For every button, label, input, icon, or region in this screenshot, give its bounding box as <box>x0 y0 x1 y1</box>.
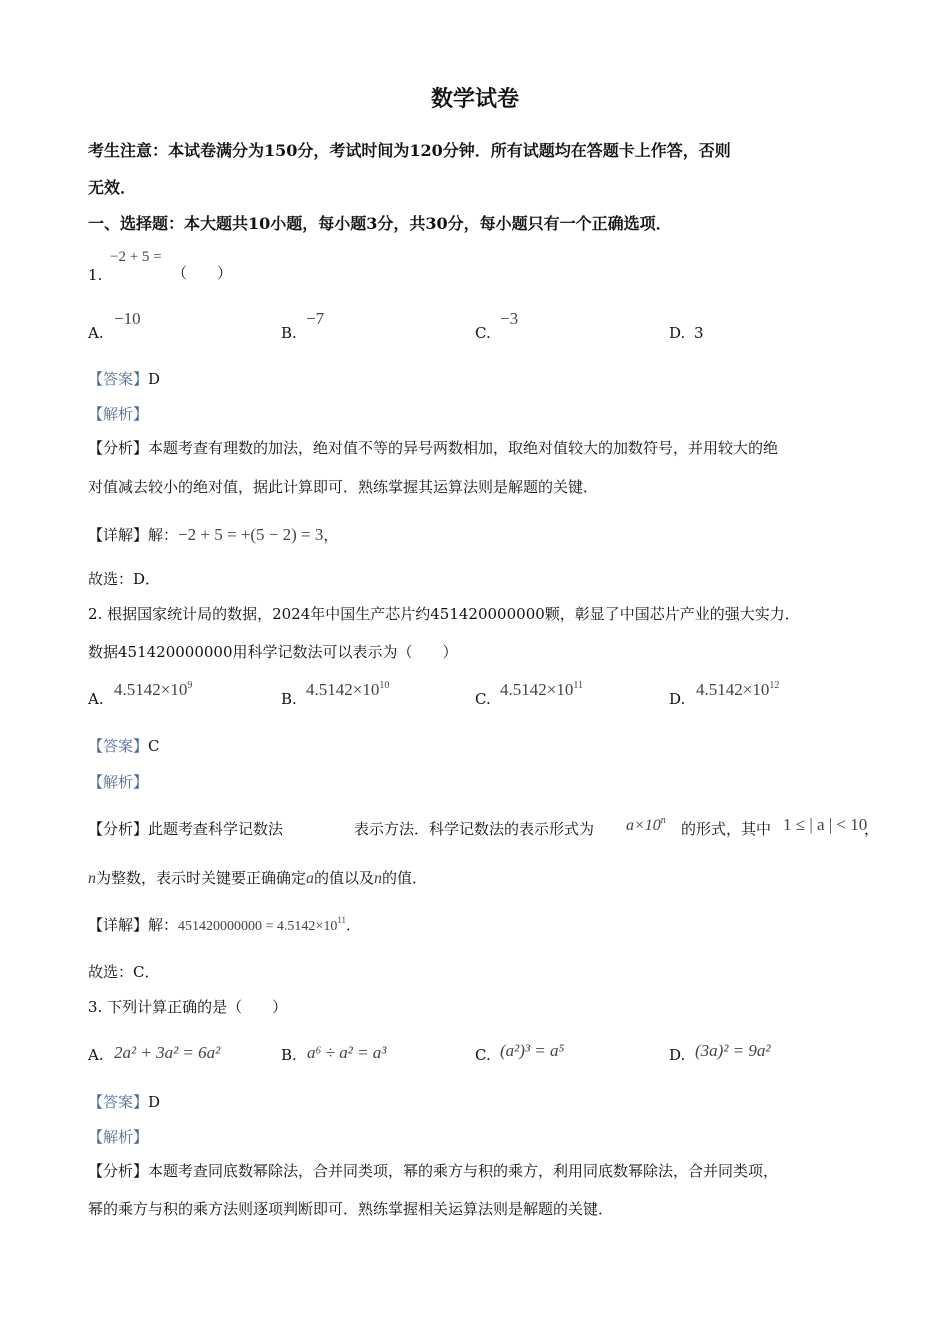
q1-choice <box>88 572 160 587</box>
q2-option-d-letter: D. <box>669 690 686 708</box>
answer-label: 【答案】 <box>88 737 149 755</box>
q2-fenxi-formula-exponent: n <box>660 815 666 826</box>
q3-fenxi-line-2: 幂的乘方与积的乘方法则逐项判断即可．熟练掌握相关运算法则是解题的关键． <box>88 1200 614 1218</box>
q3-option-b-letter: B. <box>281 1046 297 1064</box>
q2-option-c-base: 4.5142×10 <box>500 680 574 699</box>
q1-fenxi-text-1: 本题考查有理数的加法，绝对值不等的异号两数相加，取绝对值较大的加数符号，并用较大的绝 <box>148 439 779 457</box>
q2-var-a: a <box>306 870 315 887</box>
q2-var-n: n <box>88 870 96 887</box>
q2-detail-tail: ． <box>346 916 362 934</box>
q2-fenxi-formula-base: a×10 <box>626 817 661 834</box>
q1-option-d-value: 3 <box>694 324 704 342</box>
q1-paren: （ ） <box>172 264 233 282</box>
q3-answer-value: D <box>148 1093 161 1111</box>
q1-answer-value: D <box>148 370 161 388</box>
q1-choice-value: D． <box>133 570 161 588</box>
q3-option-d-value: (3a)² = 9a² <box>695 1041 771 1060</box>
page-title: 数学试卷 <box>430 86 519 112</box>
q3-fenxi-line-1 <box>88 1164 778 1179</box>
q3-option-c-letter: C. <box>475 1046 491 1064</box>
q2-analysis-label: 【解析】 <box>88 773 149 791</box>
detail-label: 【详解】 <box>88 526 149 544</box>
q3-stem: 3. 下列计算正确的是（ ） <box>88 998 288 1016</box>
q1-option-b-letter: B. <box>281 324 297 342</box>
q2-fenxi-line-2 <box>88 871 427 887</box>
q2-fenxi-text-a: 此题考查科学记数法 <box>148 820 284 838</box>
q2-fenxi-line2-c: 的值． <box>382 869 428 887</box>
q2-fenxi-line-1-start <box>88 822 283 837</box>
q2-option-a-value <box>114 681 192 698</box>
q2-detail-expression: 451420000000 = 4.5142×10 <box>178 919 338 934</box>
q2-fenxi-line2-b: 的值以及 <box>314 869 375 887</box>
q3-option-b-value: a⁶ ÷ a² = a³ <box>307 1043 387 1062</box>
q2-option-b-letter: B. <box>281 690 297 708</box>
q1-number: 1. <box>88 266 103 284</box>
q1-option-c-value: −3 <box>500 309 519 328</box>
q2-option-a-letter: A. <box>88 690 104 708</box>
q3-option-d-letter: D. <box>669 1046 686 1064</box>
q2-stem-line-1: 2. 根据国家统计局的数据，2024年中国生产芯片约451420000000颗，彰显了中国芯片产业的强大实力． <box>88 605 800 623</box>
q1-detail <box>88 526 338 543</box>
q2-option-d-exponent: 12 <box>769 680 780 691</box>
q3-answer <box>88 1095 160 1110</box>
q2-answer <box>88 739 160 754</box>
q3-analysis-label: 【解析】 <box>88 1128 149 1146</box>
answer-label: 【答案】 <box>88 1093 149 1111</box>
q1-detail-expression: −2 + 5 = +(5 − 2) = 3 <box>178 525 324 544</box>
q1-fenxi-line-1 <box>88 441 778 456</box>
q2-fenxi-text-b: 表示方法．科学记数法的表示形式为 <box>354 820 595 838</box>
q1-option-d-letter: D. <box>669 324 686 342</box>
q2-fenxi-line2-a: 为整数，表示时关键要正确确定 <box>96 869 307 887</box>
detail-label: 【详解】 <box>88 916 149 934</box>
q1-detail-tail: ， <box>323 526 339 544</box>
q2-stem-line-2: 数据451420000000用科学记数法可以表示为（ ） <box>88 643 458 661</box>
q2-option-c-letter: C. <box>475 690 491 708</box>
notice-line-2: 无效． <box>88 178 137 197</box>
guxuan-label: 故选： <box>88 570 134 588</box>
q1-option-a-value: −10 <box>114 309 141 328</box>
q2-var-n-2: n <box>374 870 383 887</box>
guxuan-label: 故选： <box>88 963 134 981</box>
q1-option-c-letter: C. <box>475 324 491 342</box>
q2-option-b-value <box>306 681 389 698</box>
q2-fenxi-formula <box>626 815 666 834</box>
q2-detail-exponent: 11 <box>337 915 346 925</box>
q1-fenxi-line-2: 对值减去较小的绝对值，据此计算即可．熟练掌握其运算法则是解题的关键． <box>88 478 599 496</box>
q1-option-a-letter: A. <box>88 324 104 342</box>
q2-fenxi-text-c: 的形式，其中 <box>681 820 772 838</box>
fenxi-label: 【分析】 <box>88 439 149 457</box>
q2-option-c-value <box>500 681 583 698</box>
q2-option-d-base: 4.5142×10 <box>696 680 770 699</box>
q2-answer-value: C <box>148 737 160 755</box>
q2-choice <box>88 965 160 980</box>
q2-fenxi-inequality: 1 ≤ | a | < 10 <box>783 815 868 834</box>
section-heading: 一、选择题：本大题共10小题，每小题3分，共30分，每小题只有一个正确选项． <box>88 214 672 233</box>
q2-option-b-base: 4.5142×10 <box>306 680 380 699</box>
q2-option-c-exponent: 11 <box>573 680 583 691</box>
q1-expression: −2 + 5 = <box>110 249 162 265</box>
q1-analysis-label: 【解析】 <box>88 405 149 423</box>
q3-option-a-value: 2a² + 3a² = 6a² <box>114 1043 221 1062</box>
q2-option-b-exponent: 10 <box>379 680 390 691</box>
q1-answer <box>88 372 160 387</box>
q2-fenxi-text-d: ， <box>864 820 880 838</box>
q2-choice-value: C． <box>133 963 160 981</box>
q3-option-a-letter: A. <box>88 1046 104 1064</box>
q2-option-a-exponent: 9 <box>187 680 193 691</box>
q2-detail <box>88 915 362 934</box>
jie-label: 解： <box>148 526 179 544</box>
q1-option-b-value: −7 <box>306 309 325 328</box>
jie-label: 解： <box>148 916 179 934</box>
fenxi-label: 【分析】 <box>88 1162 149 1180</box>
notice-line-1: 考生注意：本试卷满分为150分，考试时间为120分钟．所有试题均在答题卡上作答，否则 <box>88 141 731 160</box>
q2-option-d-value <box>696 681 779 698</box>
q3-option-c-value: (a²)³ = a⁵ <box>500 1041 565 1060</box>
q3-fenxi-text-1: 本题考查同底数幂除法，合并同类项，幂的乘方与积的乘方，利用同底数幂除法，合并同类项， <box>148 1162 779 1180</box>
fenxi-label: 【分析】 <box>88 820 149 838</box>
q2-option-a-base: 4.5142×10 <box>114 680 188 699</box>
answer-label: 【答案】 <box>88 370 149 388</box>
